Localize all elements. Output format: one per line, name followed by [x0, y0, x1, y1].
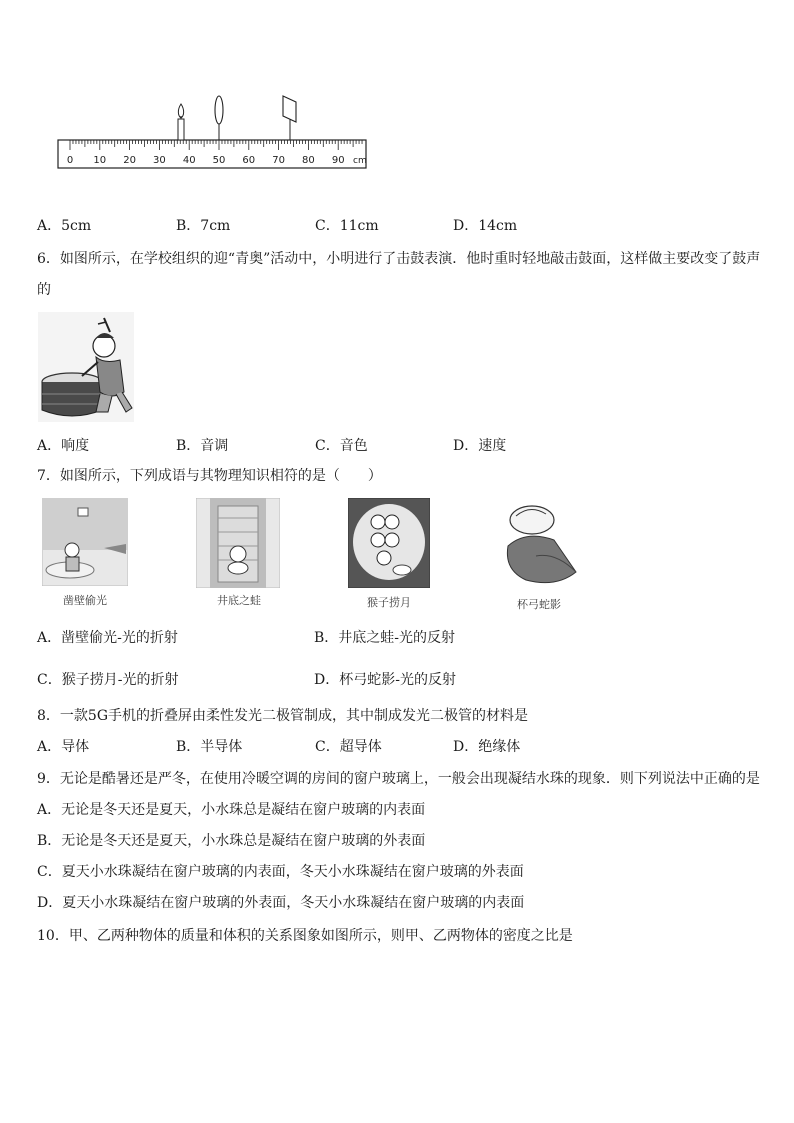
q6-option-a[interactable]: A．响度 [37, 438, 90, 454]
q5-option-d[interactable]: D．14cm [453, 218, 518, 234]
ruler-tick-label: 10 [93, 155, 107, 166]
idiom-picture-4 [496, 500, 588, 590]
q7-option-a[interactable]: A．凿壁偷光-光的折射 [37, 630, 178, 646]
idiom-caption-3: 猴子捞月 [367, 596, 411, 609]
q7-question: 7．如图所示，下列成语与其物理知识相符的是（ ） [37, 468, 382, 484]
q7-option-d[interactable]: D．杯弓蛇影-光的反射 [314, 672, 456, 688]
q10-question: 10．甲、乙两种物体的质量和体积的关系图象如图所示，则甲、乙两物体的密度之比是 [37, 928, 573, 944]
q7-option-b[interactable]: B．井底之蛙-光的反射 [314, 630, 456, 646]
convex-lens [215, 96, 223, 140]
q8-option-b[interactable]: B．半导体 [176, 739, 243, 755]
q7-option-c[interactable]: C．猴子捞月-光的折射 [37, 672, 179, 688]
q9-option-b[interactable]: B．无论是冬天还是夏天，小水珠总是凝结在窗户玻璃的外表面 [37, 833, 426, 849]
q9-option-d[interactable]: D．夏天小水珠凝结在窗户玻璃的外表面，冬天小水珠凝结在窗户玻璃的内表面 [37, 895, 525, 911]
q8-option-d[interactable]: D．绝缘体 [453, 739, 521, 755]
ruler-tick-label: 30 [153, 155, 166, 166]
ruler-tick-label: 0 [66, 155, 74, 166]
ruler-tick-label: 20 [123, 155, 136, 166]
idiom-picture-1 [42, 498, 128, 586]
drummer-illustration [38, 312, 134, 422]
q5-option-a[interactable]: A．5cm [37, 218, 92, 234]
idiom-picture-2 [196, 498, 280, 588]
optical-bench-figure [50, 88, 380, 183]
q5-option-b[interactable]: B．7cm [176, 218, 231, 234]
candle [178, 104, 184, 140]
q9-option-c[interactable]: C．夏天小水珠凝结在窗户玻璃的内表面，冬天小水珠凝结在窗户玻璃的外表面 [37, 864, 524, 880]
ruler-tick-label: 60 [242, 155, 256, 166]
ruler-tick-label: 40 [182, 155, 196, 166]
q5-option-c[interactable]: C．11cm [315, 218, 379, 234]
q8-question: 8．一款5G手机的折叠屏由柔性发光二极管制成，其中制成发光二极管的材料是 [37, 708, 528, 724]
idiom-caption-2: 井底之蛙 [217, 594, 261, 607]
ruler-tick-label: 80 [302, 155, 315, 166]
q6-question-line1: 6．如图所示，在学校组织的迎“青奥”活动中，小明进行了击鼓表演．他时重时轻地敲击鼓面，这样做主要改变了鼓声 [37, 251, 761, 267]
q6-question-line2: 的 [37, 282, 51, 298]
idiom-picture-3 [348, 498, 430, 588]
idiom-caption-1: 凿壁偷光 [63, 594, 107, 607]
q6-option-b[interactable]: B．音调 [176, 438, 229, 454]
screen [283, 96, 296, 140]
ruler-tick-label: 70 [272, 155, 285, 166]
q6-option-d[interactable]: D．速度 [453, 438, 507, 454]
ruler-tick-label: 90 [331, 155, 345, 166]
idiom-caption-4: 杯弓蛇影 [517, 598, 561, 611]
q9-option-a[interactable]: A．无论是冬天还是夏天，小水珠总是凝结在窗户玻璃的内表面 [37, 802, 426, 818]
ruler-tick-label: 50 [212, 155, 226, 166]
ruler-unit: cm [353, 156, 367, 166]
q9-question: 9．无论是酷暑还是严冬，在使用冷暖空调的房间的窗户玻璃上，一般会出现凝结水珠的现象．则下列说法中正确的是 [37, 771, 760, 787]
q6-option-c[interactable]: C．音色 [315, 438, 368, 454]
q8-option-c[interactable]: C．超导体 [315, 739, 382, 755]
q8-option-a[interactable]: A．导体 [37, 739, 90, 755]
